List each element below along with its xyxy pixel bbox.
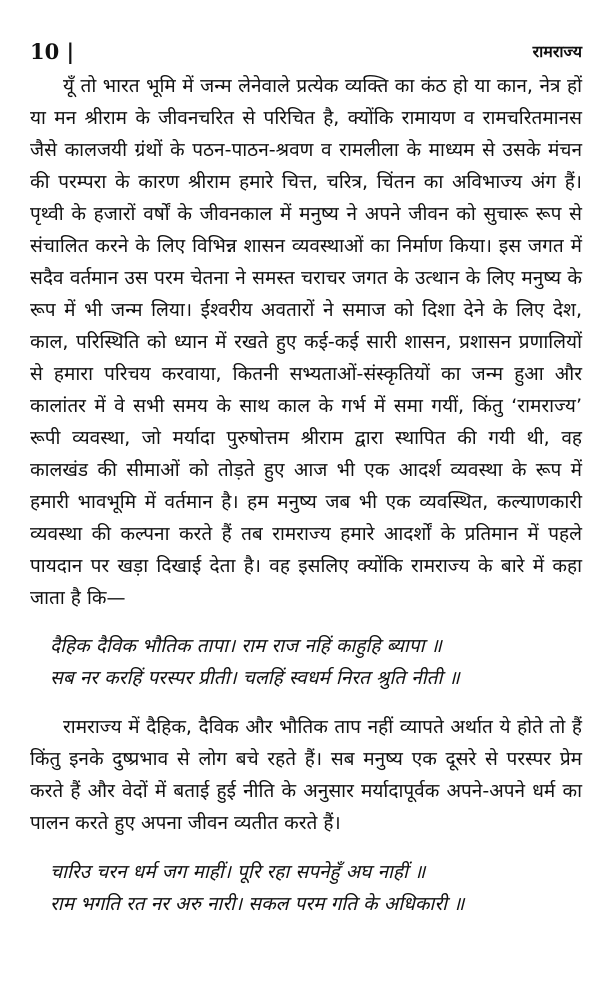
verse-line: दैहिक दैविक भौतिक तापा। राम राज नहिं काहुहि ब्यापा ॥ (50, 635, 442, 657)
verse-block (30, 856, 582, 920)
verse-line: सब नर करहिं परस्पर प्रीती। चलहिं स्वधर्म निरत श्रुति नीती ॥ (50, 667, 460, 689)
body-paragraph: रामराज्य में दैहिक, दैविक और भौतिक ताप नहीं व्यापते अर्थात ये होते तो हैं किंतु इनके दुष्प्रभाव से लोग बचे रहते हैं। सब मनुष्य एक दूसरे से परस्पर प्रेम करते हैं और वेदों में बताई हुई नीति के अनुसार मर्यादापूर्वक अपने-अपने धर्म का पालन करते हुए अपना जीवन व्यतीत करते हैं। (30, 716, 582, 834)
verse-line: चारिउ चरन धर्म जग माहीं। पूरि रहा सपनेहुँ अघ नाहीं ॥ (50, 861, 426, 883)
verse-line: राम भगति रत नर अरु नारी। सकल परम गति के अधिकारी ॥ (50, 893, 465, 915)
page-number: 10 | (30, 39, 75, 64)
running-title: रामराज्य (532, 42, 582, 61)
page-body (30, 70, 582, 920)
page-header (30, 28, 582, 62)
body-paragraph: यूँ तो भारत भूमि में जन्म लेनेवाले प्रत्येक व्यक्ति का कंठ हो या कान, नेत्र हों या मन श्रीराम के जीवनचरित से परिचित है, क्योंकि रामायण व रामचरितमानस जैसे कालजयी ग्रंथों के पठन-पाठन-श्रवण व रामलीला के माध्यम से उसके मंचन की परम्परा के कारण श्रीराम हमारे चित्त, चरित्र, चिंतन का अविभाज्य अंग हैं। पृथ्वी के हजारों वर्षों के जीवनकाल में मनुष्य ने अपने जीवन को सुचारू रूप से संचालित करने के लिए विभिन्न शासन व्यवस्थाओं का निर्माण किया। इस जगत में सदैव वर्तमान उस परम चेतना ने समस्त चराचर जगत के उत्थान के लिए मनुष्य के रूप में भी जन्म लिया। ईश्वरीय अवतारों ने समाज को दिशा देने के लिए देश, काल, परिस्थिति को ध्यान में रखते हुए कई-कई सारी शासन, प्रशासन प्रणालियों से हमारा परिचय करवाया, कितनी सभ्यताओं-संस्कृतियों का जन्म हुआ और कालांतर में वे सभी समय के साथ काल के गर्भ में समा गयीं, किंतु ‘रामराज्य’ रूपी व्यवस्था, जो मर्यादा पुरुषोत्तम श्रीराम द्वारा स्थापित की गयी थी, वह कालखंड की सीमाओं को तोड़ते हुए आज भी एक आदर्श व्यवस्था के रूप में हमारी भावभूमि में वर्तमान है। हम मनुष्य जब भी एक व्यवस्थित, कल्याणकारी व्यवस्था की कल्पना करते हैं तब रामराज्य हमारे आदर्शों के प्रतिमान में पहले पायदान पर खड़ा दिखाई देता है। वह इसलिए क्योंकि रामराज्य के बारे में कहा जाता है कि— (30, 75, 582, 609)
verse-block (30, 630, 582, 694)
